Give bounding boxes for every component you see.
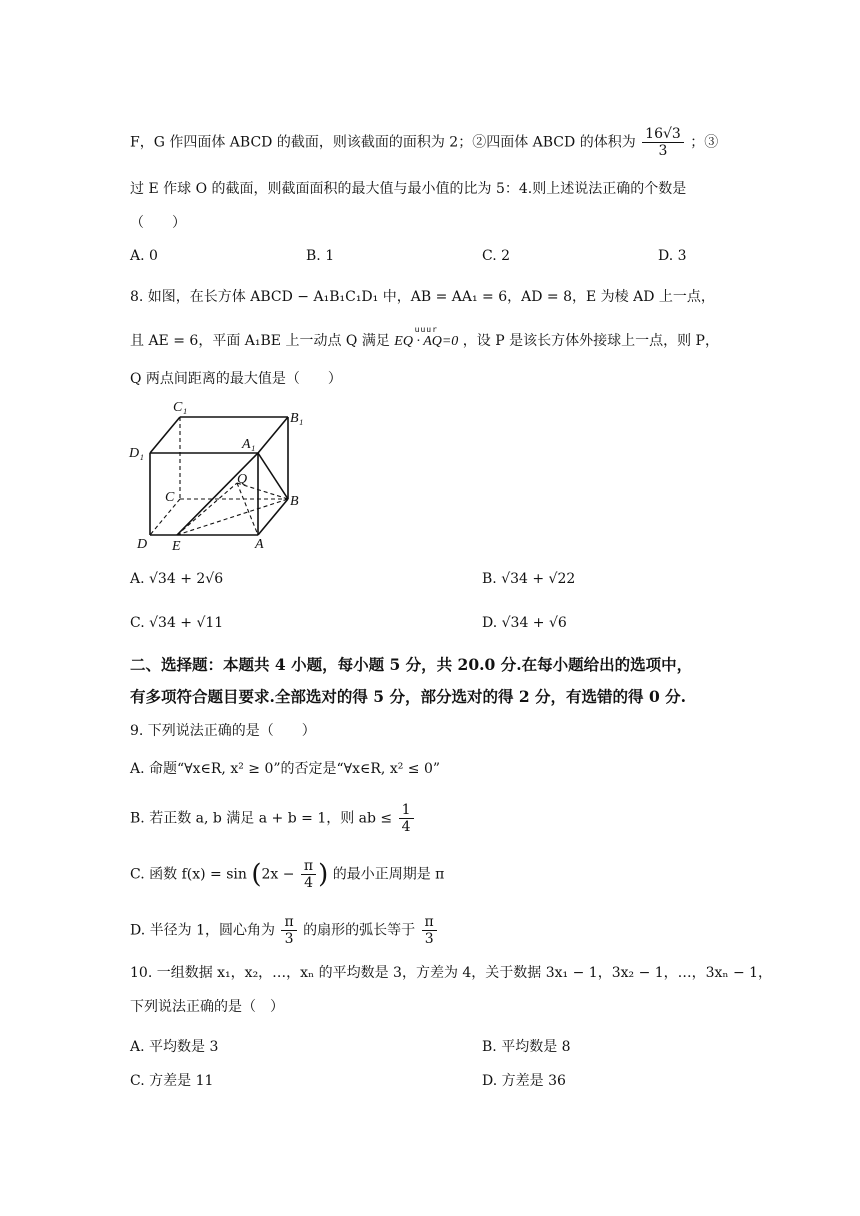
q9-option-d-fraction2 (422, 914, 437, 947)
q8-line1: 8. 如图，在长方体 ABCD − A₁B₁C₁D₁ 中，AB = AA₁ = 6，AD = 8，E 为棱 AD 上一点， (130, 289, 715, 305)
q8-vector-mark: uuur (414, 325, 438, 334)
q7-volume-numerator: 16√3 (642, 126, 684, 143)
hidden-edge-q-a (237, 483, 258, 535)
q10-option-b: B. 平均数是 8 (482, 1039, 571, 1055)
q9-option-d-fraction1 (281, 914, 296, 947)
q10-line2: 下列说法正确的是（ ） (130, 999, 284, 1015)
q9-option-b-fraction (399, 802, 414, 835)
q9-option-b (130, 802, 416, 835)
hidden-edge-e-b (177, 499, 288, 535)
q9-option-c-tail: 的最小正周期是 π (332, 866, 445, 883)
q7-volume-fraction (642, 126, 684, 159)
q9-option-d (130, 914, 439, 947)
q9-option-d-denominator1: 3 (284, 931, 294, 947)
label-d1: D₁ (129, 446, 144, 461)
q7-option-a: A. 0 (130, 248, 158, 264)
q9-option-b-numerator: 1 (399, 802, 414, 819)
q9-option-d-numerator2: π (422, 914, 437, 931)
q9-option-c-text: C. 函数 f(x) = sin (130, 866, 247, 883)
label-d: D (137, 537, 148, 552)
q9-option-c: C. 函数 f(x) = sin (2x − $\frac{\pi}{4}$ ) 的最小正周期是 π (130, 858, 445, 891)
label-a1: A₁ (242, 437, 256, 452)
q10-option-a: A. 平均数是 3 (130, 1039, 219, 1055)
label-b1: B₁ (290, 411, 304, 426)
edge-a1-b1 (258, 417, 288, 453)
q9-option-c-denominator: 4 (304, 875, 313, 891)
q7-volume-denominator: 3 (658, 143, 668, 159)
q9-option-d-denominator2: 3 (424, 931, 434, 947)
q8-vector-expression (394, 325, 459, 353)
q8-option-c: C. √34 + √11 (130, 615, 224, 631)
cuboid-figure (125, 395, 315, 555)
q7-option-d: D. 3 (658, 248, 687, 264)
q8-vector-text: EQ · AQ=0 (394, 334, 459, 349)
q7-line1-text: F，G 作四面体 ABCD 的截面，则该截面的面积为 2；②四面体 ABCD 的体积为 (130, 134, 636, 151)
label-c: C (165, 490, 175, 505)
q8-option-b: B. √34 + √22 (482, 571, 576, 587)
q7-option-b: B. 1 (306, 248, 335, 264)
q9-stem: 9. 下列说法正确的是（ ） (130, 723, 316, 739)
q9-option-a: A. 命题“∀x∈R, x² ≥ 0”的否定是“∀x∈R, x² ≤ 0” (130, 761, 441, 777)
q7-line2: 过 E 作球 O 的截面，则截面面积的最大值与最小值的比为 5：4.则上述说法正确的个数是 (130, 181, 687, 197)
edge-d1-c1 (150, 417, 180, 453)
q9-option-b-denominator: 4 (401, 819, 411, 835)
q9-option-d-text: D. 半径为 1，圆心角为 (130, 922, 275, 939)
q9-option-c-fraction (301, 858, 316, 891)
q8-line2-text: 且 AE = 6，平面 A₁BE 上一动点 Q 满足 (130, 333, 390, 349)
q8-option-a: A. √34 + 2√6 (130, 571, 224, 587)
section2-heading-line2: 有多项符合题目要求.全部选对的得 5 分，部分选对的得 2 分，有选错的得 0 分. (130, 687, 687, 706)
q9-option-d-numerator1: π (281, 914, 296, 931)
q7-line1 (130, 126, 718, 159)
q8-line2 (130, 325, 719, 353)
q10-option-d: D. 方差是 36 (482, 1073, 566, 1089)
label-c1: C₁ (173, 400, 188, 415)
q7-paren: （ ） (130, 215, 186, 231)
q7-line1-tail: ；③ (690, 134, 719, 151)
q8-line2-tail: ，设 P 是该长方体外接球上一点，则 P， (462, 333, 719, 349)
q9-option-c-numerator: π (301, 858, 316, 875)
section2-heading-line1: 二、选择题：本题共 4 小题，每小题 5 分，共 20.0 分.在每小题给出的选项中， (130, 655, 693, 674)
q9-option-d-middle: 的扇形的弧长等于 (303, 922, 416, 939)
q7-option-c: C. 2 (482, 248, 511, 264)
q9-option-c-inner: 2x − (261, 866, 295, 883)
q10-line1: 10. 一组数据 x₁，x₂，…，xₙ 的平均数是 3，方差为 4，关于数据 3x₁ − 1，3x₂ − 1，…，3xₙ − 1， (130, 965, 773, 981)
label-b: B (290, 494, 299, 509)
label-a: A (255, 537, 264, 552)
q10-option-c: C. 方差是 11 (130, 1073, 214, 1089)
label-q: Q (237, 472, 248, 487)
q8-line3: Q 两点间距离的最大值是（ ） (130, 371, 342, 387)
q9-option-b-text: B. 若正数 a, b 满足 a + b = 1，则 ab ≤ (130, 810, 393, 827)
label-e: E (172, 539, 181, 554)
edge-a1-e (177, 453, 258, 535)
q8-option-d: D. √34 + √6 (482, 615, 567, 631)
edge-a1-b (258, 453, 288, 499)
hidden-edge-e-q (177, 483, 237, 535)
